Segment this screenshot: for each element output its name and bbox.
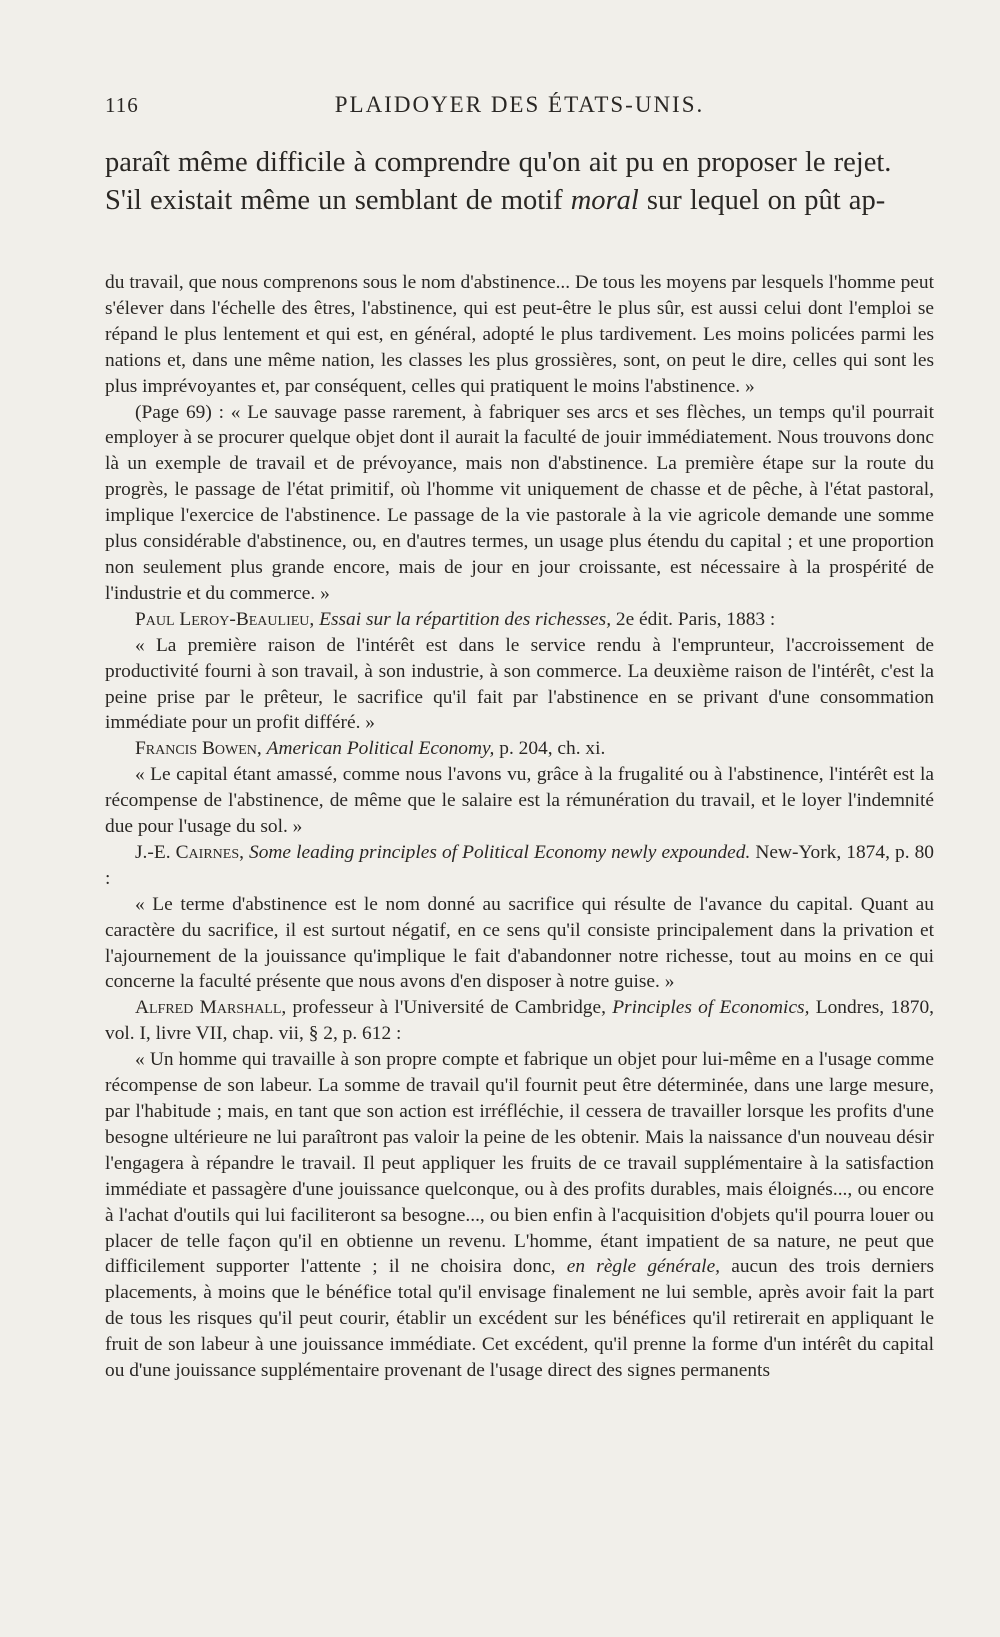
page-header [105,92,934,118]
citation-marshall [105,995,934,1047]
citation-title: Essai sur la répartition des richesses, [319,608,612,630]
citation-cairnes [105,840,934,892]
citation-author: Alfred Marshall, [135,997,287,1019]
citation-details: New-York, 1874, p. 80 : [105,841,934,889]
citation-author: Francis Bowen, [135,738,262,760]
citation-details: p. 204, ch. xi. [494,738,606,760]
citation-details: 2e édit. Paris, 1883 : [611,608,776,630]
main-text-line-1: paraît même difficile à comprendre qu'on ait pu en proposer le rejet. [105,147,892,178]
citation-author: Paul Leroy-Beaulieu, [135,608,315,630]
quote-paragraph: « La première raison de l'intérêt est dans le service rendu à l'emprunteur, l'accroissement de productivité fourni à son travail, à son industrie, à son commerce. La deuxième raison de l'intérêt, c'est la peine prise par le prêteur, le sacrifice qu'il fait par l'abstinence en se privant d'une consommation immédiate pour un profit différé. » [105,634,934,734]
citation-details: Londres, 1870, vol. I, livre VII, chap. vii, § 2, p. 612 : [105,997,935,1045]
citation-title: Principles of Economics, [612,997,810,1019]
main-text [105,144,934,220]
footnote-separator [105,220,934,270]
quote-text: « Un homme qui travaille à son propre compte et fabrique un objet pour lui-même en a l'usage comme récompense de son labeur. La somme de travail qu'il fournit peut être déterminée, dans une large mesure, par l'habitude ; mais, en tant que son action est irréfléchie, il cessera de travailler lorsque les profits d'une besogne ultérieure ne lui paraîtront pas valoir la peine de les obtenir. Mais la naissance d'un nouveau désir l'engagera à répandre le travail. Il peut appliquer les fruits de ce travail supplémentaire à la satisfaction immédiate et passagère d'une jouissance quelconque, ou à des profits durables, mais éloignés..., ou encore à l'achat d'outils qui lui faciliteront sa besogne..., ou bien enfin à l'acquisition d'objets qu'il pourra louer ou placer de telle façon qu'il en obtienne un revenu. L'homme, étant impatient de sa nature, ne peut que difficilement supporter l'attente ; il ne choisira donc, [105,1049,934,1278]
quote-emphasis: en règle générale, [566,1256,721,1278]
quote-paragraph: « Le terme d'abstinence est le nom donné au sacrifice qui résulte de l'avance du capital. Quant au caractère du sacrifice, il est surtout négatif, en ce sens qu'il consiste principalement dans la privation et l'ajournement de la jouissance qu'implique le fait d'abandonner notre richesse, tout au moins en ce qui concerne la faculté présente que nous avons d'en disposer à notre guise. » [105,893,934,993]
citation-author: J.-E. Cairnes, [135,841,244,863]
citation-title: American Political Economy, [266,738,495,760]
citation-affiliation: professeur à l'Université de Cambridge, [286,997,613,1019]
main-text-emphasis: moral [570,185,639,216]
citation-bowen [105,736,934,762]
main-text-line-2-end: sur lequel on pût ap- [638,185,886,216]
citation-leroy-beaulieu [105,607,934,633]
page-number: 116 [105,93,139,117]
main-text-line-2-start: S'il existait même un semblant de motif [105,185,571,216]
quote-text: aucun des trois derniers placements, à moins que le bénéfice total qu'il envisage finalement ne lui semble, après avoir fait la part de tous les risques qu'il peut courir, établir un excédent sur les bénéfices qu'il retirerait en appliquant le fruit de son labeur à une jouissance immédiate. Cet excédent, qu'il prenne la forme d'un intérêt du capital ou d'une jouissance supplémentaire provenant de l'usage direct des signes permanents [105,1256,934,1382]
running-title: PLAIDOYER DES ÉTATS-UNIS. [334,92,705,117]
footnotes [105,270,934,1384]
footnote-paragraph: (Page 69) : « Le sauvage passe rarement, à fabriquer ses arcs et ses flèches, un temps qu'il pourrait employer à se procurer quelque objet dont il aurait la faculté de jouir immédiatement. Nous trouvons donc là un exemple de travail et de prévoyance, mais non d'abstinence. La première étape sur la route du progrès, le passage de l'état primitif, où l'homme vit uniquement de chasse et de pêche, à l'état pastoral, implique l'exercice de l'abstinence. Le passage de la vie pastorale à la vie agricole demande une somme plus considérable d'abstinence, ou, en d'autres termes, un usage plus étendu du capital ; et une proportion non seulement plus grande encore, mais de jour en jour croissante, est nécessaire à la prospérité de l'industrie et du commerce. » [105,401,934,604]
quote-paragraph: « Le capital étant amassé, comme nous l'avons vu, grâce à la frugalité ou à l'abstinence, l'intérêt est la récompense de l'abstinence, de même que le salaire est la rémunération du travail, et le loyer l'indemnité due pour l'usage du sol. » [105,764,934,838]
footnote-paragraph: du travail, que nous comprenons sous le nom d'abstinence... De tous les moyens par lesquels l'homme peut s'élever dans l'échelle des êtres, l'abstinence, qui est peut-être le plus sûr, est aussi celui dont l'emploi se répand le plus lentement et qui est, en général, adopté le plus tardivement. Les moins policées parmi les nations et, dans une même nation, les classes les plus grossières, sont, on peut le dire, celles qui sont les plus imprévoyantes et, par conséquent, celles qui pratiquent le moins l'abstinence. » [105,272,934,397]
citation-title: Some leading principles of Political Economy newly expounded. [249,841,751,863]
quote-paragraph [105,1047,934,1384]
